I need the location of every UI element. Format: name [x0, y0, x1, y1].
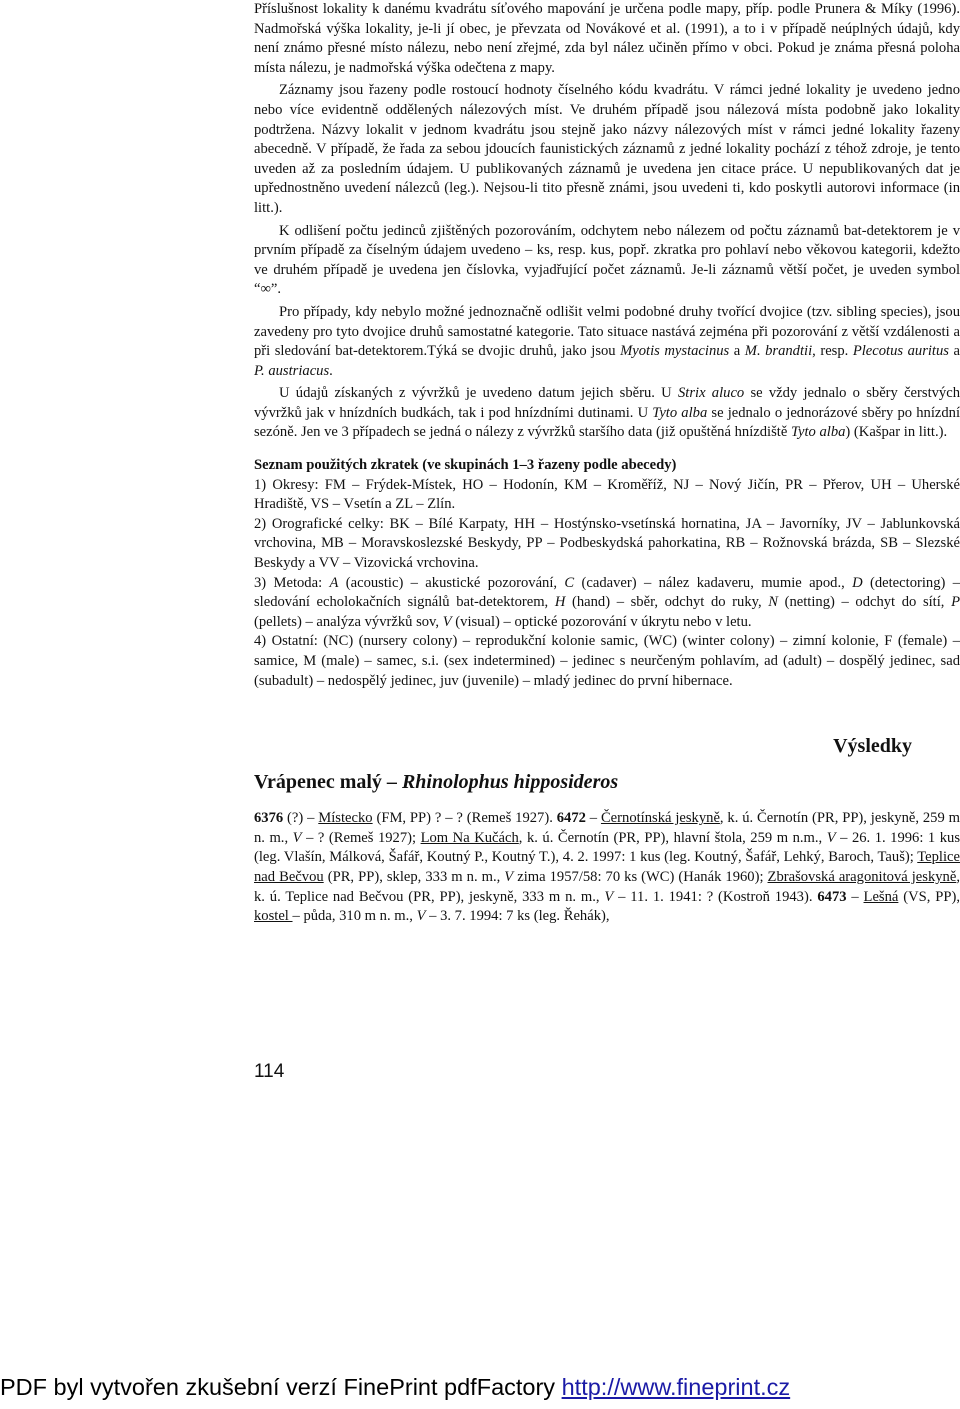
document-body [254, 0, 960, 927]
species-records: 6376 (?) – Místecko (FM, PP) ? – ? (Remeš 1927). 6472 – Černotínská jeskyně, k. ú. Černotín (PR, PP), jeskyně, 259 m n. m., V – ? (Remeš 1927); Lom Na Kučách, k. ú. Černotín (PR, PP), hlavní štola, 259 m n.m., V – 26. 1. 1996: 1 kus (leg. Vlašín, Málková, Šafář, Koutný P., Koutný T.), 4. 2. 1997: 1 kus (leg. Koutný, Šafář, Lehký, Baroch, Tauš); Teplice nad Bečvou (PR, PP), sklep, 333 m n. m., V zima 1957/58: 70 ks (WC) (Hanák 1960); Zbrašovská aragonitová jeskyně, k. ú. Teplice nad Bečvou (PR, PP), jeskyně, 333 m n. m., V – 11. 1. 1941: ? (Kostroň 1943). 6473 – Lešná (VS, PP), kostel – půda, 310 m n. m., V – 3. 7. 1994: 7 ks (leg. Řehák), [254, 810, 960, 925]
abbreviations-orography: 2) Orografické celky: BK – Bílé Karpaty, HH – Hostýnsko-vsetínská hornatina, JA – Javorníky, JV – Jablunkovská vrchovina, MB – Moravskoslezské Beskydy, PP – Podbeskydská pahorkatina, RB – Rožnovská brázda, SB – Slezské Beskydy a VV – Vizovická vrchovina. [254, 515, 960, 572]
page-number: 114 [254, 1061, 285, 1082]
intro-paragraph: Příslušnost lokality k danému kvadrátu síťového mapování je určena podle mapy, příp. podle Prunera & Míky (1996). Nadmořská výška lokality, je-li jí obec, je převzata od Novákové et al. (1991), a to i v případě neúplných údajů, kdy není známo přesné místo nálezu, nebo není zřejmé, zda byl nález učiněn přímo v obci. Pokud je známa přesná poloha místa nálezu, je nadmořská výška odečtena z mapy. [254, 1, 960, 76]
abbreviations-heading: Seznam použitých zkratek (ve skupinách 1–3 řazeny podle abecedy) [254, 457, 677, 474]
species-heading: Vrápenec malý – Rhinolophus hipposideros [254, 771, 619, 794]
paragraph-pellets: U údajů získaných z vývržků je uvedeno datum jejich sběru. U Strix aluco se vždy jednalo o sběry čerstvých vývržků jak v hnízdních budkách, tak i pod hnízdními dutinami. U Tyto alba se jednalo o jednorázové sběry po hnízdní sezóně. Jen ve 3 případech se jedná o nálezy z vývržků staršího data (již opuštěná hnízdiště Tyto alba) (Kašpar in litt.). [254, 385, 960, 441]
paragraph-sibling-species: Pro případy, kdy nebylo možné jednoznačně odlišit velmi podobné druhy tvořící dvojice (tzv. sibling species), jsou zavedeny pro tyto dvojice druhů samostatné kategorie. Tato situace nastává zejména při pozorování z větší vzdálenosti a při sledování bat-detektorem.Týká se dvojic druhů, jako jsou Myotis mystacinus a M. brandtii, resp. Plecotus auritus a P. austriacus. [254, 303, 960, 379]
fineprint-link[interactable]: http://www.fineprint.cz [561, 1374, 791, 1400]
paragraph-counts: K odlišení počtu jedinců zjištěných pozorováním, odchytem nebo nálezem od počtu záznamů bat-detektorem je v prvním případě za číselným údajem uvedeno – ks, resp. kus, popř. zkratka pro pohlaví nebo věkovou kategorii, kdežto ve druhém případě je uvedena jen číslovka, vyjadřující počet záznamů. Je-li záznamů větší počet, je uveden symbol “∞”. [254, 222, 960, 298]
abbreviations-other: 4) Ostatní: (NC) (nursery colony) – reprodukční kolonie samic, (WC) (winter colony) – zimní kolonie, F (female) – samice, M (male) – samec, s.i. (sex indetermined) – jedinec s neurčeným pohlavím, ad (adult) – dospělý jedinec, sad (subadult) – nedospělý jedinec, juv (juvenile) – mladý jedinec do první hibernace. [254, 633, 960, 689]
abbreviations-methods: 3) Metoda: A (acoustic) – akustické pozorování, C (cadaver) – nález kadaveru, mumie apod., D (detectoring) – sledování echolokačních signálů bat-detektorem, H (hand) – sběr, odchyt do ruky, N (netting) – odchyt do sítí, P (pellets) – analýza vývržků sov, V (visual) – optické pozorování v úkrytu nebo v letu. [254, 574, 960, 630]
watermark-text: PDF byl vytvořen zkušební verzí FinePrint pdfFactory [0, 1374, 562, 1400]
abbreviations-districts: 1) Okresy: FM – Frýdek-Místek, HO – Hodonín, KM – Kroměříž, NJ – Nový Jičín, PR – Přerov, UH – Uherské Hradiště, VS – Vsetín a ZL – Zlín. [254, 476, 960, 513]
pdf-watermark-footer [0, 1374, 960, 1401]
paragraph-ordering: Záznamy jsou řazeny podle rostoucí hodnoty číselného kódu kvadrátu. V rámci jedné lokality je uvedeno jedno nebo více evidentně oddělených nálezových míst. Ve druhém případě jsou nálezová místa podobně jako lokality podtržena. Názvy lokalit v jednom kvadrátu jsou stejně jako názvy nálezových míst v rámci jedné lokality řazeny abecedně. V případě, že řada za sebou jdoucích faunistických záznamů z jedné lokality pochází z téhož zdroje, je tento uveden až za posledním údajem. U publikovaných záznamů je uvedena jen citace práce. U nepublikovaných dat je upřednostněno uvedení nálezců (leg.). Nejsou-li tito přesně známi, jsou uvedeni ti, kdo poskytli autorovi informace (in litt.). [254, 82, 960, 216]
results-heading: Výsledky [833, 735, 912, 758]
